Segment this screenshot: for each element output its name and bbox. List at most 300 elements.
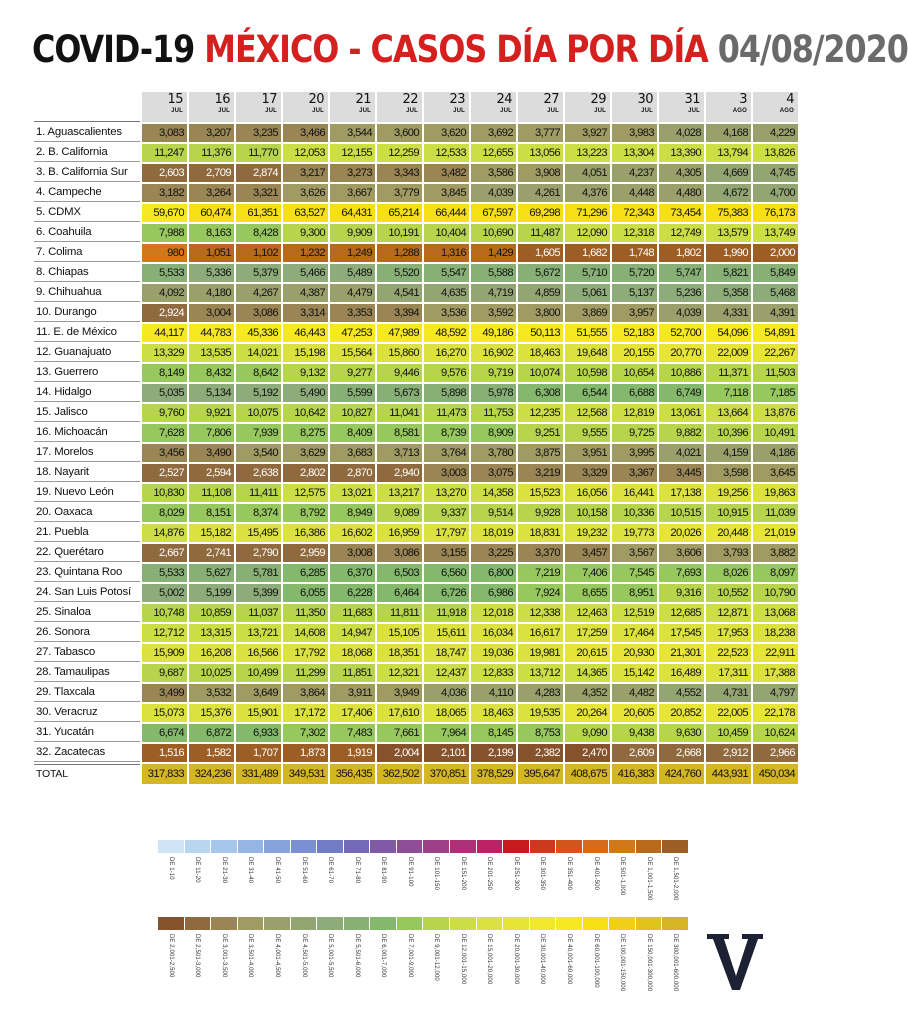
value-cell: 3,645: [753, 464, 798, 482]
value-cell: 52,700: [659, 324, 704, 342]
value-cell: 13,315: [189, 624, 234, 642]
legend-label: DE 3,501-4,000: [247, 934, 254, 978]
value-cell: 3,567: [612, 544, 657, 562]
value-cell: 13,223: [565, 144, 610, 162]
v-logo-shape: [707, 934, 763, 990]
value-cell: 3,314: [283, 304, 328, 322]
value-cell: 10,748: [142, 604, 187, 622]
legend-label-cell: [477, 930, 503, 1006]
value-cell: 1,605: [518, 244, 563, 262]
value-cell: 5,710: [565, 264, 610, 282]
value-cell: 9,446: [377, 364, 422, 382]
value-cell: 12,318: [612, 224, 657, 242]
legend-label: DE 61-70: [327, 857, 334, 884]
legend-swatch: [238, 917, 264, 930]
total-cell: 331,489: [236, 764, 281, 784]
value-cell: 3,592: [471, 304, 516, 322]
value-cell: 7,302: [283, 724, 328, 742]
legend-label: DE 6,001-7,000: [380, 934, 387, 978]
date-header: [518, 92, 563, 122]
value-cell: 4,745: [753, 164, 798, 182]
value-cell: 6,464: [377, 584, 422, 602]
value-cell: 3,004: [189, 304, 234, 322]
value-cell: 15,073: [142, 704, 187, 722]
value-cell: 1,051: [189, 244, 234, 262]
legend-label-cell: [185, 930, 211, 1006]
value-cell: 3,086: [236, 304, 281, 322]
date-header: [236, 92, 281, 122]
value-cell: 10,915: [706, 504, 751, 522]
state-name: 17. Morelos: [34, 444, 140, 462]
table-row: [34, 724, 798, 742]
legend-label: DE 150,001-300,000: [645, 934, 652, 992]
value-cell: 10,654: [612, 364, 657, 382]
state-name: 30. Veracruz: [34, 704, 140, 722]
value-cell: 9,316: [659, 584, 704, 602]
value-cell: 10,499: [236, 664, 281, 682]
state-name: 5. CDMX: [34, 204, 140, 222]
value-cell: 17,259: [565, 624, 610, 642]
value-cell: 12,871: [706, 604, 751, 622]
date-month: JUL: [453, 108, 465, 114]
value-cell: 4,797: [753, 684, 798, 702]
value-cell: 18,747: [424, 644, 469, 662]
legend-label: DE 41-50: [273, 857, 280, 884]
state-name: 18. Nayarit: [34, 464, 140, 482]
legend-label: DE 5,501-6,000: [353, 934, 360, 978]
value-cell: 7,185: [753, 384, 798, 402]
value-cell: 11,037: [236, 604, 281, 622]
value-cell: 6,800: [471, 564, 516, 582]
state-name: 25. Sinaloa: [34, 604, 140, 622]
legend-label: DE 101-150: [433, 857, 440, 891]
value-cell: 3,008: [330, 544, 375, 562]
legend-label-cell: [158, 930, 184, 1006]
value-cell: 10,075: [236, 404, 281, 422]
value-cell: 12,833: [471, 664, 516, 682]
value-cell: 12,155: [330, 144, 375, 162]
value-cell: 15,523: [518, 484, 563, 502]
value-cell: 51,555: [565, 324, 610, 342]
value-cell: 6,503: [377, 564, 422, 582]
value-cell: 1,990: [706, 244, 751, 262]
title-covid: COVID-19: [32, 28, 195, 71]
legend-swatch: [211, 840, 237, 853]
value-cell: 3,957: [612, 304, 657, 322]
value-cell: 12,338: [518, 604, 563, 622]
value-cell: 8,739: [424, 424, 469, 442]
legend-swatch: [450, 840, 476, 853]
value-cell: 7,219: [518, 564, 563, 582]
value-cell: 45,336: [236, 324, 281, 342]
date-day: 15: [167, 92, 183, 107]
date-day: 4: [786, 92, 794, 107]
value-cell: 18,065: [424, 704, 469, 722]
value-cell: 10,158: [565, 504, 610, 522]
value-cell: 5,061: [565, 284, 610, 302]
value-cell: 61,351: [236, 204, 281, 222]
legend-swatch: [344, 917, 370, 930]
value-cell: 8,163: [189, 224, 234, 242]
value-cell: 4,376: [565, 184, 610, 202]
value-cell: 4,391: [753, 304, 798, 322]
table-row: [34, 444, 798, 462]
value-cell: 7,483: [330, 724, 375, 742]
value-cell: 1,516: [142, 744, 187, 762]
value-cell: 8,428: [236, 224, 281, 242]
legend-swatch: [477, 840, 503, 853]
table-row: [34, 344, 798, 362]
legend-swatch: [556, 840, 582, 853]
date-day: 17: [261, 92, 277, 107]
date-header: [565, 92, 610, 122]
value-cell: 7,628: [142, 424, 187, 442]
value-cell: 6,726: [424, 584, 469, 602]
value-cell: 15,105: [377, 624, 422, 642]
value-cell: 1,873: [283, 744, 328, 762]
value-cell: 16,902: [471, 344, 516, 362]
value-cell: 9,337: [424, 504, 469, 522]
value-cell: 3,864: [283, 684, 328, 702]
value-cell: 5,533: [142, 564, 187, 582]
total-cell: 324,236: [189, 764, 234, 784]
state-name: 21. Puebla: [34, 524, 140, 542]
value-cell: 14,365: [565, 664, 610, 682]
value-cell: 5,358: [706, 284, 751, 302]
legend-label: DE 3,001-3,500: [220, 934, 227, 978]
state-name: 23. Quintana Roo: [34, 564, 140, 582]
value-cell: 71,296: [565, 204, 610, 222]
table-row: [34, 324, 798, 342]
value-cell: 11,811: [377, 604, 422, 622]
value-cell: 1,919: [330, 744, 375, 762]
legend-label: DE 30,001-40,000: [539, 934, 546, 985]
table-row: [34, 304, 798, 322]
value-cell: 13,390: [659, 144, 704, 162]
value-cell: 11,753: [471, 404, 516, 422]
value-cell: 3,586: [471, 164, 516, 182]
state-name: 27. Tabasco: [34, 644, 140, 662]
value-cell: 44,117: [142, 324, 187, 342]
table-row: [34, 564, 798, 582]
value-cell: 10,552: [706, 584, 751, 602]
legend-swatch: [397, 917, 423, 930]
value-cell: 59,670: [142, 204, 187, 222]
legend-swatch: [291, 917, 317, 930]
value-cell: 3,620: [424, 124, 469, 142]
value-cell: 12,749: [659, 224, 704, 242]
value-cell: 20,264: [565, 704, 610, 722]
value-cell: 9,132: [283, 364, 328, 382]
value-cell: 1,582: [189, 744, 234, 762]
value-cell: 3,445: [659, 464, 704, 482]
value-cell: 2,874: [236, 164, 281, 182]
value-cell: 3,908: [518, 164, 563, 182]
value-cell: 12,321: [377, 664, 422, 682]
value-cell: 5,399: [236, 584, 281, 602]
value-cell: 10,690: [471, 224, 516, 242]
legend-swatch: [185, 840, 211, 853]
value-cell: 8,753: [518, 724, 563, 742]
date-header: [283, 92, 328, 122]
value-cell: 9,760: [142, 404, 187, 422]
legend-swatch: [636, 917, 662, 930]
value-cell: 3,869: [565, 304, 610, 322]
legend-swatch: [158, 840, 184, 853]
legend-low-bar: [158, 840, 688, 853]
table-row: [34, 264, 798, 282]
value-cell: 11,503: [753, 364, 798, 382]
value-cell: 12,575: [283, 484, 328, 502]
state-name: 16. Michoacán: [34, 424, 140, 442]
value-cell: 22,009: [706, 344, 751, 362]
value-cell: 10,074: [518, 364, 563, 382]
total-cell: 370,851: [424, 764, 469, 784]
value-cell: 4,159: [706, 444, 751, 462]
table-row: [34, 544, 798, 562]
value-cell: 18,238: [753, 624, 798, 642]
value-cell: 7,693: [659, 564, 704, 582]
table-row: [34, 604, 798, 622]
value-cell: 13,721: [236, 624, 281, 642]
state-name: 29. Tlaxcala: [34, 684, 140, 702]
value-cell: 3,225: [471, 544, 516, 562]
state-name: 2. B. California: [34, 144, 140, 162]
value-cell: 3,219: [518, 464, 563, 482]
value-cell: 3,457: [565, 544, 610, 562]
value-cell: 6,933: [236, 724, 281, 742]
value-cell: 20,615: [565, 644, 610, 662]
date-header: [612, 92, 657, 122]
value-cell: 20,448: [706, 524, 751, 542]
value-cell: 5,199: [189, 584, 234, 602]
value-cell: 2,000: [753, 244, 798, 262]
value-cell: 47,989: [377, 324, 422, 342]
value-cell: 4,180: [189, 284, 234, 302]
value-cell: 10,859: [189, 604, 234, 622]
value-cell: 52,183: [612, 324, 657, 342]
value-cell: 15,901: [236, 704, 281, 722]
value-cell: 11,411: [236, 484, 281, 502]
value-cell: 2,924: [142, 304, 187, 322]
date-day: 29: [590, 92, 606, 107]
legend-swatch: [662, 917, 688, 930]
value-cell: 3,217: [283, 164, 328, 182]
value-cell: 3,544: [330, 124, 375, 142]
legend-label: DE 51-60: [300, 857, 307, 884]
value-cell: 69,298: [518, 204, 563, 222]
value-cell: 3,911: [330, 684, 375, 702]
table-row: [34, 484, 798, 502]
legend-label: DE 40,001-60,000: [565, 934, 572, 985]
value-cell: 16,441: [612, 484, 657, 502]
value-cell: 12,712: [142, 624, 187, 642]
total-row: [34, 764, 798, 784]
value-cell: 5,002: [142, 584, 187, 602]
value-cell: 18,019: [471, 524, 516, 542]
value-cell: 8,655: [565, 584, 610, 602]
value-cell: 1,249: [330, 244, 375, 262]
legend-swatch: [423, 840, 449, 853]
table-row: [34, 204, 798, 222]
value-cell: 2,959: [283, 544, 328, 562]
value-cell: 5,520: [377, 264, 422, 282]
value-cell: 10,191: [377, 224, 422, 242]
table-row: [34, 384, 798, 402]
value-cell: 2,638: [236, 464, 281, 482]
value-cell: 12,568: [565, 404, 610, 422]
table-row: [34, 584, 798, 602]
table-row: [34, 124, 798, 142]
value-cell: 63,527: [283, 204, 328, 222]
value-cell: 16,617: [518, 624, 563, 642]
value-cell: 3,949: [377, 684, 422, 702]
value-cell: 5,137: [612, 284, 657, 302]
value-cell: 3,086: [377, 544, 422, 562]
state-name: 20. Oaxaca: [34, 504, 140, 522]
value-cell: 3,598: [706, 464, 751, 482]
value-cell: 9,928: [518, 504, 563, 522]
value-cell: 8,909: [471, 424, 516, 442]
value-cell: 13,056: [518, 144, 563, 162]
value-cell: 9,921: [189, 404, 234, 422]
value-cell: 11,247: [142, 144, 187, 162]
value-cell: 5,599: [330, 384, 375, 402]
value-cell: 3,003: [424, 464, 469, 482]
legend-label-cell: [291, 930, 317, 1006]
value-cell: 5,588: [471, 264, 516, 282]
value-cell: 11,299: [283, 664, 328, 682]
value-cell: 3,995: [612, 444, 657, 462]
value-cell: 8,029: [142, 504, 187, 522]
value-cell: 44,783: [189, 324, 234, 342]
value-cell: 4,482: [612, 684, 657, 702]
legend-high: [158, 917, 688, 1006]
value-cell: 10,336: [612, 504, 657, 522]
value-cell: 6,544: [565, 384, 610, 402]
table-row: [34, 364, 798, 382]
value-cell: 6,674: [142, 724, 187, 742]
value-cell: 3,536: [424, 304, 469, 322]
value-cell: 16,489: [659, 664, 704, 682]
legend-label: DE 501-1,000: [619, 857, 626, 896]
value-cell: 4,352: [565, 684, 610, 702]
value-cell: 4,036: [424, 684, 469, 702]
date-day: 20: [308, 92, 324, 107]
value-cell: 8,151: [189, 504, 234, 522]
value-cell: 17,172: [283, 704, 328, 722]
value-cell: 6,055: [283, 584, 328, 602]
value-cell: 5,547: [424, 264, 469, 282]
value-cell: 1,288: [377, 244, 422, 262]
legend-swatch: [158, 917, 184, 930]
value-cell: 3,207: [189, 124, 234, 142]
value-cell: 2,741: [189, 544, 234, 562]
value-cell: 3,667: [330, 184, 375, 202]
value-cell: 54,096: [706, 324, 751, 342]
value-cell: 10,404: [424, 224, 469, 242]
value-cell: 4,552: [659, 684, 704, 702]
value-cell: 12,819: [612, 404, 657, 422]
value-cell: 11,350: [283, 604, 328, 622]
value-cell: 19,773: [612, 524, 657, 542]
value-cell: 20,605: [612, 704, 657, 722]
value-cell: 6,370: [330, 564, 375, 582]
legend-label-cell: [238, 930, 264, 1006]
table-row: [34, 424, 798, 442]
legend-swatch: [185, 917, 211, 930]
state-name: 14. Hidalgo: [34, 384, 140, 402]
legend-swatch: [583, 840, 609, 853]
value-cell: 13,068: [753, 604, 798, 622]
value-cell: 1,429: [471, 244, 516, 262]
value-cell: 4,261: [518, 184, 563, 202]
value-cell: 4,305: [659, 164, 704, 182]
date-header: [753, 92, 798, 122]
value-cell: 4,731: [706, 684, 751, 702]
value-cell: 5,672: [518, 264, 563, 282]
value-cell: 2,609: [612, 744, 657, 762]
title-date: 04/08/2020: [717, 28, 908, 71]
total-cell: 349,531: [283, 764, 328, 784]
value-cell: 11,770: [236, 144, 281, 162]
date-month: JUL: [171, 108, 183, 114]
value-cell: 49,186: [471, 324, 516, 342]
value-cell: 13,794: [706, 144, 751, 162]
legend-label: DE 81-90: [380, 857, 387, 884]
value-cell: 22,267: [753, 344, 798, 362]
value-cell: 10,515: [659, 504, 704, 522]
value-cell: 8,275: [283, 424, 328, 442]
date-day: 16: [214, 92, 230, 107]
value-cell: 3,394: [377, 304, 422, 322]
value-cell: 6,560: [424, 564, 469, 582]
value-cell: 2,594: [189, 464, 234, 482]
date-day: 22: [402, 92, 418, 107]
state-name: 10. Durango: [34, 304, 140, 322]
value-cell: 4,448: [612, 184, 657, 202]
value-cell: 7,924: [518, 584, 563, 602]
value-cell: 22,911: [753, 644, 798, 662]
value-cell: 7,806: [189, 424, 234, 442]
date-month: JUL: [359, 108, 371, 114]
value-cell: 17,792: [283, 644, 328, 662]
value-cell: 65,214: [377, 204, 422, 222]
legend-swatch: [317, 840, 343, 853]
date-month: JUL: [312, 108, 324, 114]
value-cell: 13,061: [659, 404, 704, 422]
value-cell: 21,019: [753, 524, 798, 542]
value-cell: 15,611: [424, 624, 469, 642]
value-cell: 3,875: [518, 444, 563, 462]
value-cell: 46,443: [283, 324, 328, 342]
total-cell: 443,931: [706, 764, 751, 784]
value-cell: 16,566: [236, 644, 281, 662]
table-row: [34, 524, 798, 542]
value-cell: 18,831: [518, 524, 563, 542]
value-cell: 11,376: [189, 144, 234, 162]
total-cell: 362,502: [377, 764, 422, 784]
value-cell: 1,802: [659, 244, 704, 262]
legend-label: DE 300,001-600,000: [672, 934, 679, 992]
table-row: [34, 224, 798, 242]
value-cell: 17,953: [706, 624, 751, 642]
value-cell: 10,491: [753, 424, 798, 442]
value-cell: 5,627: [189, 564, 234, 582]
legend-label: DE 31-40: [247, 857, 254, 884]
value-cell: 16,056: [565, 484, 610, 502]
value-cell: 2,870: [330, 464, 375, 482]
